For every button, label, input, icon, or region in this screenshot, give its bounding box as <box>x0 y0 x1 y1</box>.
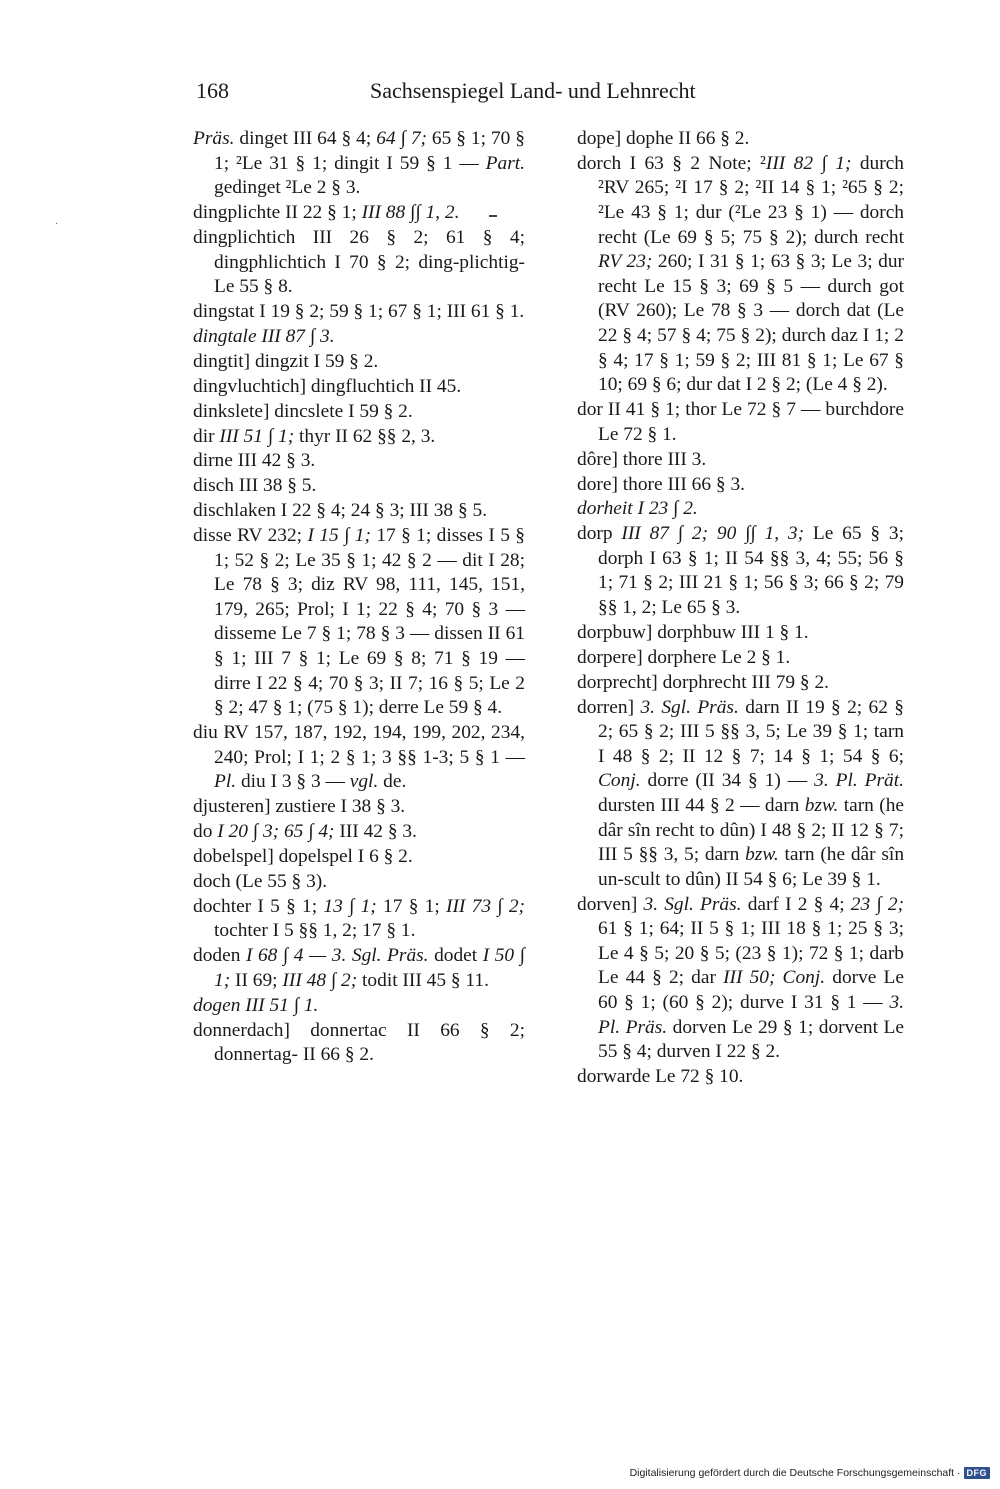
entry-text: I 20 ∫ 3; 65 ∫ 4; <box>217 821 335 843</box>
index-entry <box>193 870 525 895</box>
running-title: Sachsenspiegel Land- und Lehnrecht <box>370 78 696 103</box>
index-entry <box>193 300 525 325</box>
page-number: 168 <box>196 78 229 103</box>
entry-text: diu RV 157, 187, 192, 194, 199, 202, 234, 240; Prol; I 1; 2 § 1; 3 §§ 1-3; 5 § 1 — <box>193 722 525 768</box>
index-entry <box>193 795 525 820</box>
entry-text: Conj. <box>598 770 641 792</box>
entry-text: 17 § 1; disses I 5 § 1; 52 § 2; Le 35 § 1; 42 § 2 — dit I 28; Le 78 § 3; diz RV 98, 111, 145, 151, 179, 265; Prol; I 1; 22 § 4; 70 § 3 — disseme Le 7 § 1; 78 § 3 — dissen II 61 § 1; III 7 § 1; Le 69 § 8; 71 § 19 — dirre I 22 § 4; 70 § 3; II 7; 16 § 5; Le 2 § 2; 47 § 1; (75 § 1); derre Le 59 § 4. <box>214 525 525 719</box>
entry-text: dorve Le 60 § 1; (60 § 2); durve I 31 § 1 — <box>598 967 904 1014</box>
entry-text: dor II 41 § 1; thor Le 72 § 7 — burchdore Le 72 § 1. <box>577 399 904 445</box>
entry-text: 3. Pl. Prät. <box>814 770 904 792</box>
index-entry <box>193 994 525 1019</box>
entry-text: dischlaken I 22 § 4; 24 § 3; III 38 § 5. <box>193 500 488 522</box>
entry-text: dorpere] dorphere Le 2 § 1. <box>577 646 791 668</box>
entry-text: dingstat I 19 § 2; 59 § 1; 67 § 1; III 61 § 1. <box>193 301 525 323</box>
entry-text: donnerdach] donnertac II 66 § 2; donnertag- II 66 § 2. <box>193 1019 525 1066</box>
entry-text: RV 23; <box>598 251 653 273</box>
entry-text: III 82 ∫ 1; <box>765 152 852 174</box>
dfg-logo: DFG <box>964 1467 991 1479</box>
entry-text: dingplichte II 22 § 1; <box>193 202 362 224</box>
entry-text: dodet <box>428 945 483 967</box>
entry-text: Pl. <box>214 771 237 793</box>
entry-text: 260; I 31 § 1; 63 § 3; Le 3; dur recht Le 15 § 3; 69 § 5 — durch got (RV 260); Le 78 § 3 — dorch dat (Le 22 § 4; 57 § 4; 75 § 2); durch daz I 1; 2 § 4; 17 § 1; 59 § 2; III 81 § 1; Le 67 § 10; 69 § 6; dur dat I 2 § 2; (Le 4 § 2). <box>598 251 904 396</box>
entry-text: vgl. <box>349 771 379 793</box>
entry-text: Präs. <box>193 128 235 149</box>
entry-text: 3. Sgl. Präs. <box>640 696 739 718</box>
index-column-left <box>193 127 525 1068</box>
entry-text: I 50 ∫ 1; <box>214 945 525 991</box>
entry-text: do <box>193 821 218 843</box>
entry-text: 17 § 1; <box>376 895 446 917</box>
entry-text: dôre] thore III 3. <box>577 448 707 470</box>
index-entry <box>577 1065 904 1090</box>
entry-text: 61 § 1; 64; II 5 § 1; III 18 § 1; 25 § 3; Le 4 § 5; 20 § 5; (23 § 1); 72 § 1; darb Le 44 § 2; dar <box>598 918 904 989</box>
index-entry <box>193 499 525 524</box>
entry-text: tarn (he dâr sîn un-scult to dûn) II 54 § 6; Le 39 § 1. <box>598 844 905 890</box>
index-entry <box>577 152 904 398</box>
entry-text: djusteren] zustiere I 38 § 3. <box>193 796 406 818</box>
index-entry <box>193 400 525 425</box>
entry-text: darn II 19 § 2; 62 § 2; 65 § 2; III 5 §§ 3, 5; Le 39 § 1; tarn I 48 § 2; II 12 § 7; 14 § 1; 54 § 6; <box>598 696 905 767</box>
index-entry <box>193 325 525 350</box>
entry-text: dorprecht] dorphrecht III 79 § 2. <box>577 671 829 693</box>
entry-text: dore] thore III 66 § 3. <box>577 473 745 495</box>
entry-text: dingvluchtich] dingfluchtich II 45. <box>193 375 462 397</box>
index-entry <box>193 449 525 474</box>
entry-text: dorpbuw] dorphbuw III 1 § 1. <box>577 621 809 643</box>
index-entry <box>577 522 904 620</box>
entry-text: dorp <box>577 523 622 545</box>
entry-text: dorven] <box>577 893 644 915</box>
entry-text: thyr II 62 §§ 2, 3. <box>294 425 436 447</box>
entry-text: III 87 ∫ 2; 90 ∫∫ 1, 3; <box>621 523 805 545</box>
stray-mark <box>489 215 497 217</box>
index-entry <box>577 893 904 1065</box>
index-entry <box>193 226 525 300</box>
index-entry <box>193 1019 525 1068</box>
entry-text: II 69; <box>230 969 283 991</box>
footer-text: Digitalisierung gefördert durch die Deutsche Forschungsgemeinschaft · <box>629 1467 961 1479</box>
index-entry <box>577 497 904 522</box>
entry-text: III 50; Conj. <box>723 967 826 989</box>
entry-text: bzw. <box>804 795 839 816</box>
entry-text: I 68 ∫ 4 — 3. Sgl. Präs. <box>245 945 429 967</box>
entry-text: III 88 ∫∫ 1, 2. <box>361 202 460 224</box>
entry-text: 3. Pl. Präs. <box>598 992 904 1038</box>
entry-text: dochter I 5 § 1; <box>193 895 324 917</box>
entry-text: III 48 ∫ 2; <box>282 969 358 991</box>
entry-text: tarn (he dâr sîn recht to dûn) I 48 § 2; II 12 § 7; III 5 §§ 3, 5; darn <box>598 795 904 866</box>
entry-text: todit III 45 § 11. <box>357 969 489 991</box>
index-entry <box>193 127 525 201</box>
index-entry <box>193 895 525 944</box>
entry-text: dorwarde Le 72 § 10. <box>577 1066 744 1088</box>
index-entry <box>193 944 525 993</box>
entry-text: dope] dophe II 66 § 2. <box>577 128 750 149</box>
entry-text: Part. <box>485 152 525 174</box>
index-entry <box>577 696 904 893</box>
entry-text: dursten III 44 § 2 — darn <box>598 795 805 816</box>
entry-text: 13 ∫ 1; <box>323 895 377 917</box>
entry-text: disse RV 232; <box>193 525 308 547</box>
entry-text: dorren] <box>577 696 641 718</box>
entry-text: dingtale III 87 ∫ 3. <box>193 325 335 347</box>
index-entry <box>577 473 904 498</box>
page-header <box>196 78 756 110</box>
index-entry <box>193 201 525 226</box>
entry-text: dorven Le 29 § 1; dorvent Le 55 § 4; durven I 22 § 2. <box>598 1016 904 1063</box>
index-entry <box>193 845 525 870</box>
index-entry <box>577 398 904 447</box>
index-entry <box>193 524 525 721</box>
entry-text: III 73 ∫ 2; <box>446 895 526 917</box>
index-column-right <box>577 127 904 1090</box>
entry-text: darf I 2 § 4; <box>741 893 851 915</box>
entry-text: dobelspel] dopelspel I 6 § 2. <box>193 845 413 867</box>
entry-text: dorheit I 23 ∫ 2. <box>577 498 698 520</box>
entry-text: dirne III 42 § 3. <box>193 450 316 472</box>
entry-text: dorre (II 34 § 1) — <box>640 770 815 792</box>
entry-text: doch (Le 55 § 3). <box>193 870 328 892</box>
index-entry <box>193 375 525 400</box>
index-entry <box>193 474 525 499</box>
entry-text: dingtit] dingzit I 59 § 2. <box>193 350 379 372</box>
entry-text: dinget III 64 § 4; <box>234 128 377 149</box>
index-entry <box>193 721 525 795</box>
entry-text: dinkslete] dincslete I 59 § 2. <box>193 400 413 422</box>
entry-text: dir <box>193 425 220 447</box>
index-entry <box>577 671 904 696</box>
entry-text: de. <box>378 771 407 793</box>
index-entry <box>577 127 904 152</box>
entry-text: gedinget ²Le 2 § 3. <box>214 177 361 199</box>
entry-text: disch III 38 § 5. <box>193 475 317 497</box>
stray-mark: · <box>55 219 59 230</box>
entry-text: Le 65 § 3; dorph I 63 § 1; II 54 §§ 3, 4; 55; 56 § 1; 71 § 2; III 21 § 1; 56 § 3; 66 § 2; 79 §§ 1, 2; Le 65 § 3. <box>598 523 904 619</box>
index-entry <box>577 621 904 646</box>
entry-text: durch ²RV 265; ²I 17 § 2; ²II 14 § 1; ²65 § 2; ²Le 43 § 1; dur (²Le 23 § 1) — dorch recht (Le 69 § 5; 75 § 2); durch recht <box>598 152 904 248</box>
entry-text: 65 § 1; 70 § 1; ²Le 31 § 1; dingit I 59 § 1 — <box>214 128 526 174</box>
entry-text: 3. Sgl. Präs. <box>643 893 742 915</box>
footer-credit <box>630 1467 990 1479</box>
entry-text: 64 ∫ 7; <box>376 128 427 149</box>
entry-text: doden <box>193 945 246 967</box>
entry-text: bzw. <box>745 844 779 866</box>
index-entry <box>193 820 525 845</box>
index-entry <box>193 425 525 450</box>
entry-text: III 51 ∫ 1; <box>219 425 295 447</box>
index-entry <box>193 350 525 375</box>
entry-text: 23 ∫ 2; <box>850 893 905 915</box>
entry-text: I 15 ∫ 1; <box>307 525 371 547</box>
entry-text: III 42 § 3. <box>334 821 417 843</box>
entry-text: diu I 3 § 3 — <box>236 771 350 793</box>
entry-text: dogen III 51 ∫ 1. <box>193 994 319 1016</box>
entry-text: dingplichtich III 26 § 2; 61 § 4; dingphlichtich I 70 § 2; ding-plichtig- Le 55 § 8. <box>193 226 525 298</box>
index-entry <box>577 646 904 671</box>
entry-text: tochter I 5 §§ 1, 2; 17 § 1. <box>214 920 416 942</box>
index-entry <box>577 448 904 473</box>
entry-text: dorch I 63 § 2 Note; ² <box>577 152 766 174</box>
